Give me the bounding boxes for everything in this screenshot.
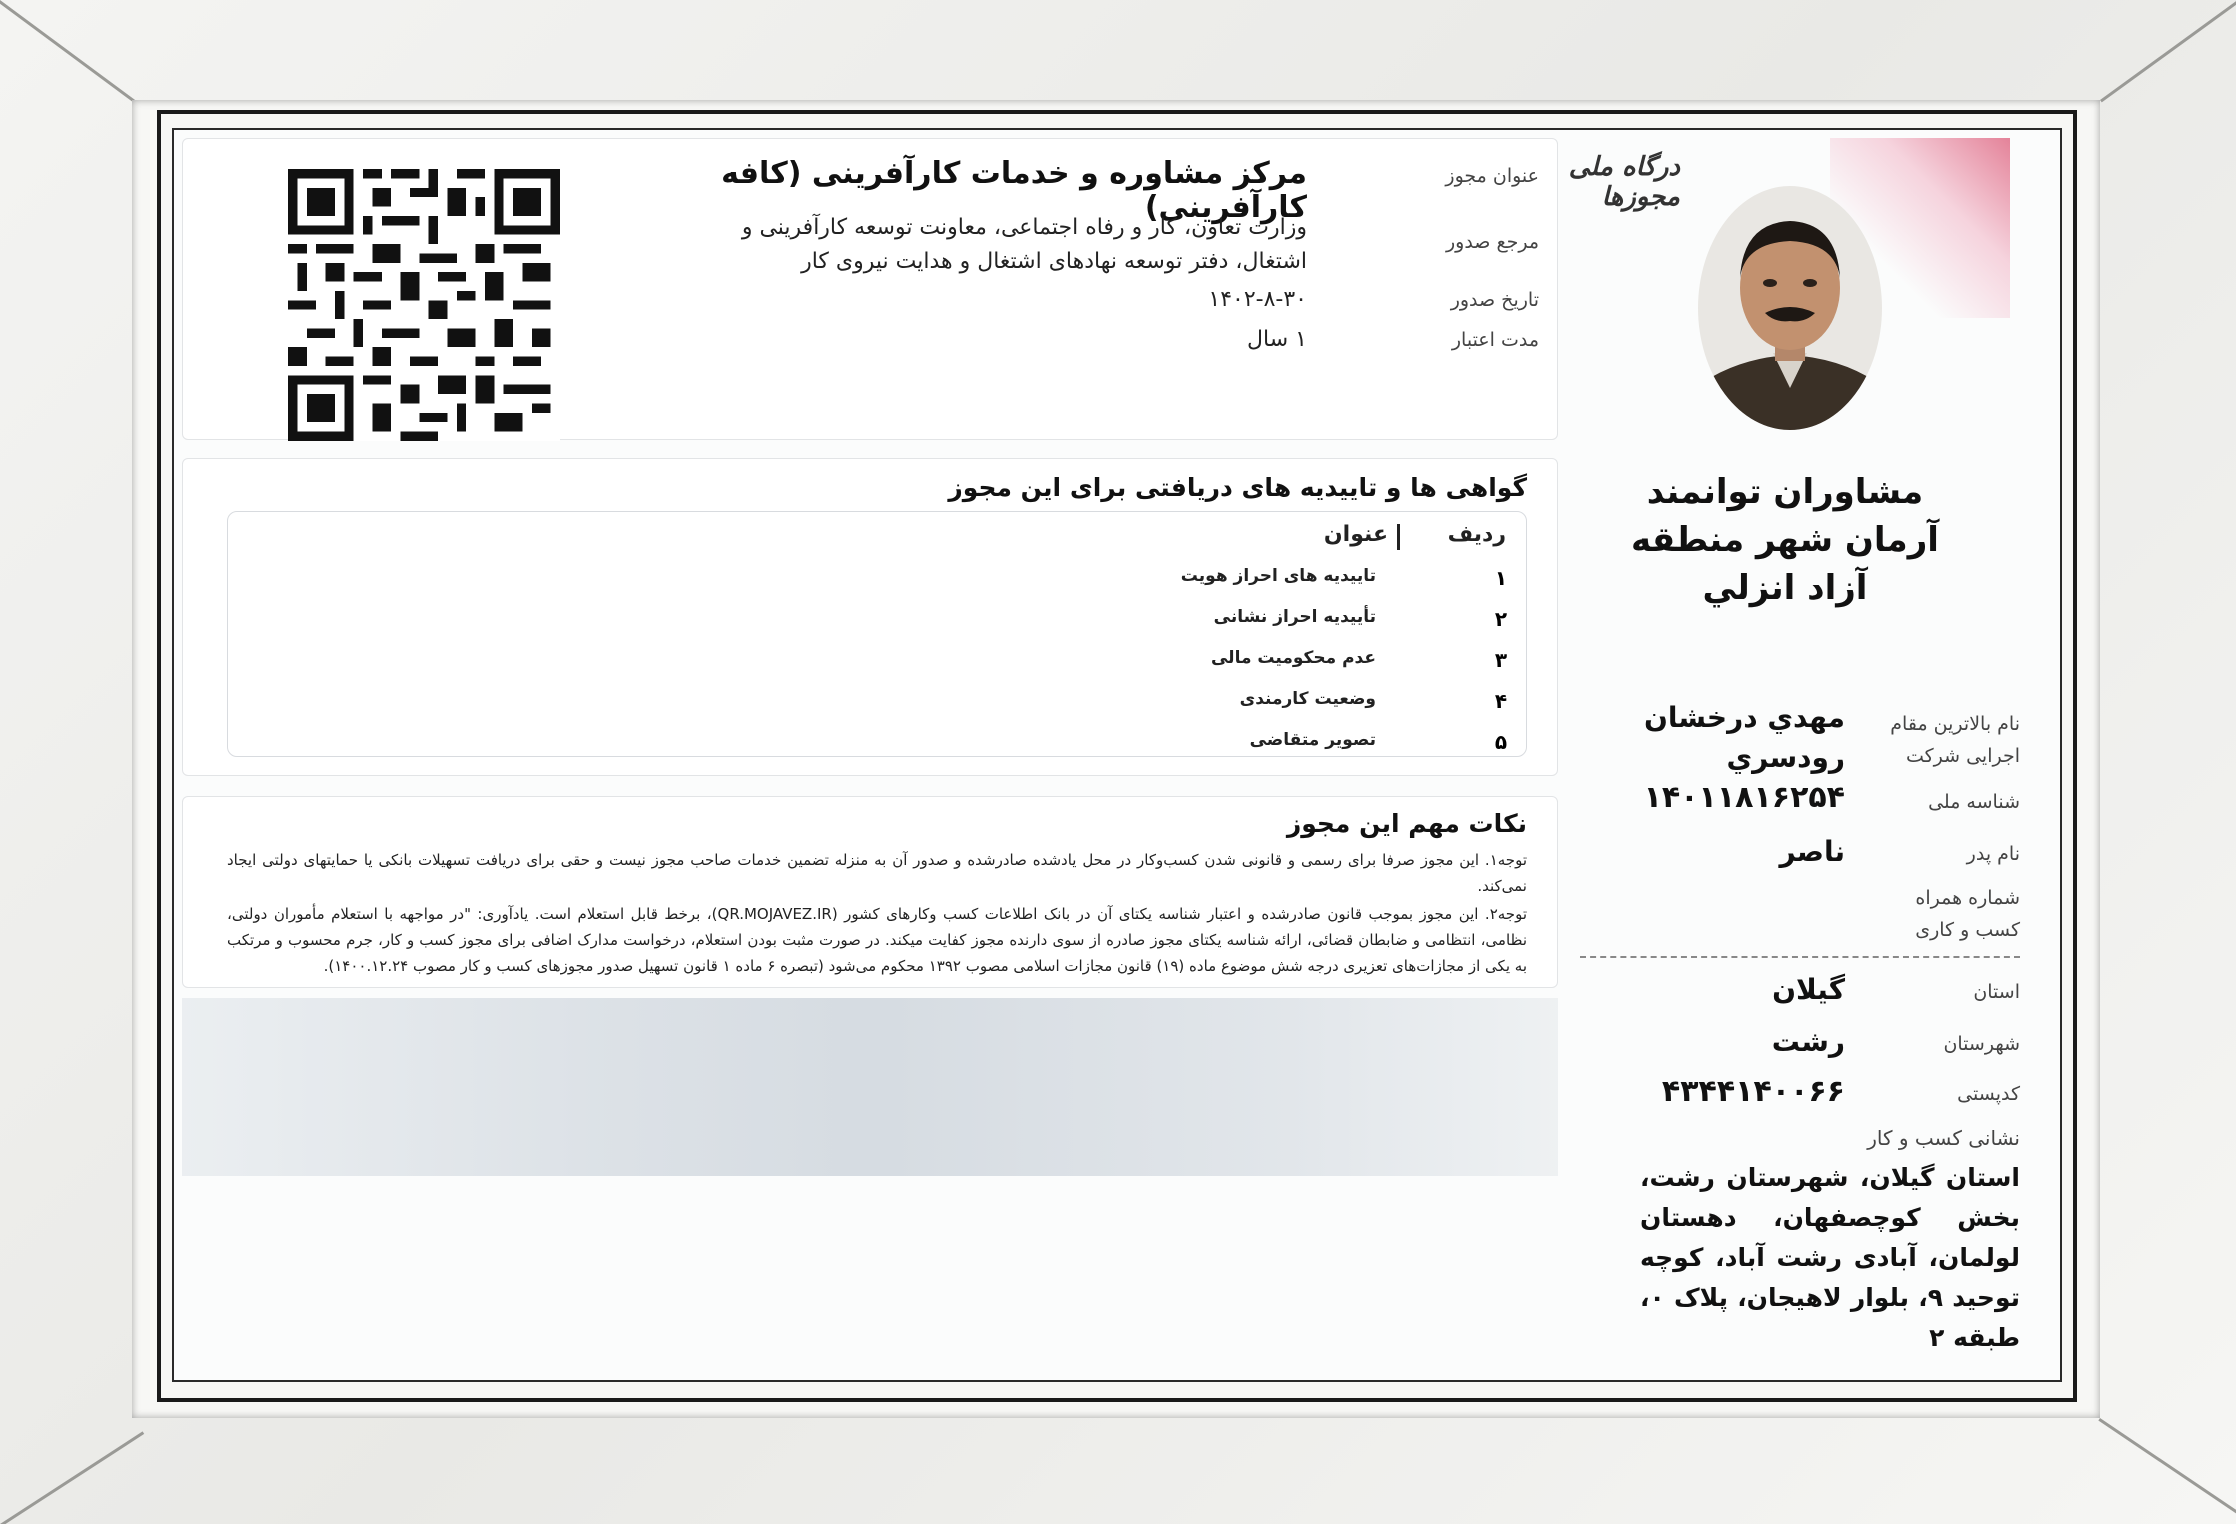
frame-corner-line — [2098, 1418, 2236, 1518]
row-title: وضعیت کارمندی — [1239, 689, 1376, 709]
applicant-photo — [1695, 183, 1885, 433]
qr-code[interactable] — [288, 169, 560, 441]
issuer-label: مرجع صدور — [1445, 231, 1539, 253]
row-number: ۳ — [1494, 648, 1508, 672]
county-label: شهرستان — [1943, 1033, 2020, 1055]
section-divider — [1580, 956, 2020, 958]
national-id-value: ۱۴۰۱۱۸۱۶۲۵۴ — [1643, 780, 1845, 815]
holder-panel — [1560, 138, 2020, 1358]
background-map-watermark — [182, 998, 1558, 1176]
province-value: گیلان — [1772, 973, 1845, 1006]
manager-label: نام بالاترین مقام اجرایی شرکت — [1890, 713, 2020, 767]
row-title: تأییدیه احراز نشانی — [1213, 607, 1376, 627]
issue-date-label: تاریخ صدور — [1450, 289, 1539, 311]
postal-code-value: ۴۳۴۴۱۴۰۰۶۶ — [1661, 1074, 1845, 1109]
column-separator — [1397, 524, 1400, 550]
row-number: ۴ — [1494, 689, 1508, 713]
frame-corner-line — [0, 0, 153, 115]
row-title: عدم محکومیت مالی — [1210, 648, 1376, 668]
frame-corner-line — [0, 1431, 144, 1524]
county-value: رشت — [1771, 1025, 1845, 1058]
license-title-label: عنوان مجوز — [1445, 165, 1539, 187]
notes-title: نکات مهم این مجوز — [1286, 809, 1527, 838]
row-number: ۵ — [1494, 730, 1508, 754]
row-number: ۱ — [1494, 566, 1508, 590]
row-title: تصویر متقاضی — [1249, 730, 1376, 750]
row-title: تاییدیه های احراز هویت — [1180, 566, 1376, 586]
table-row — [226, 648, 1526, 688]
manager-value: مهدي درخشان رودسري — [1644, 701, 1845, 774]
validity-value: ۱ سال — [1247, 327, 1307, 352]
row-number: ۲ — [1494, 607, 1508, 631]
notes-card — [182, 796, 1558, 988]
column-header-title: عنوان — [1323, 522, 1388, 547]
certificates-title: گواهی ها و تاییدیه های دریافتی برای این مجوز — [948, 473, 1527, 502]
note-2: توجه۲. این مجوز بموجب قانون صادرشده و اعتبار شناسه یکتای آن در بانک اطلاعات کسب وکارهای کشور (QR.MOJAVEZ.IR)، برخط قابل استعلام است. یادآوری: "در مواجهه با استعلام مأموران دولتی، نظامی، انتظامی و ضابطان قضائی، ارائه شناسه یکتای مجوز صادره از سوی دارنده مجوز کفایت میکند. در صورت مثبت بودن استعلام، درخواست مدارک اضافی برای مجوز کسب و کار، جرم محسوب و مرتکب به یکی از مجازات‌های تعزیری درجه شش موضوع ماده (۱۹) قانون مجازات اسلامی مصوب ۱۳۹۲ محکوم می‌شود (تبصره ۶ ماده ۱ قانون تسهیل صدور مجوزهای کسب و کار مصوب ۱۴۰۰.۱۲.۲۴). — [227, 905, 1528, 975]
certificates-card — [182, 458, 1558, 776]
column-header-row: ردیف — [1447, 522, 1506, 547]
address-label: نشانی کسب و کار — [1867, 1126, 2020, 1150]
certificates-table — [227, 511, 1527, 757]
table-row — [226, 730, 1526, 770]
validity-label: مدت اعتبار — [1451, 329, 1539, 351]
table-row — [226, 689, 1526, 729]
issue-date-value: ۱۴۰۲-۸-۳۰ — [1208, 287, 1307, 312]
company-name: مشاوران توانمند آرمان شهر منطقه آزاد انزلي — [1631, 472, 1939, 608]
father-name-label: نام پدر — [1966, 843, 2020, 865]
issuer-value: وزارت تعاون، کار و رفاه اجتماعی، معاونت توسعه کارآفرینی و اشتغال، دفتر توسعه نهادهای اشتغال و هدایت نیروی کار — [741, 215, 1307, 274]
table-row — [226, 607, 1526, 647]
postal-code-label: کدپستی — [1957, 1083, 2020, 1105]
mobile-label: شماره همراه کسب و کاری — [1915, 887, 2020, 941]
table-row — [226, 566, 1526, 606]
license-title: مرکز مشاوره و خدمات کارآفرینی (کافه کارآفرینی) — [721, 156, 1307, 225]
national-id-label: شناسه ملی — [1928, 791, 2020, 813]
address-value: استان گیلان، شهرستان رشت، بخش کوچصفهان، دهستان لولمان، آبادی رشت آباد، کوچه توحید ۹، بلوار لاهیجان، پلاک ۰، طبقه ۲ — [1640, 1163, 2021, 1352]
portal-logo: درگاه ملی مجوزها — [1568, 152, 1680, 212]
note-1: توجه۱. این مجوز صرفا برای رسمی و قانونی شدن کسب‌وکار در محل یادشده صادرشده و صدور آن به منزله تضمین خدمات صاحب مجوز نیست و حقی برای دریافت تسهیلات بانکی یا حمایتهای دولتی ایجاد نمی‌کند. — [227, 851, 1527, 895]
frame-corner-line — [2100, 0, 2236, 102]
father-name-value: ناصر — [1779, 835, 1845, 868]
province-label: استان — [1973, 981, 2020, 1003]
license-header-card — [182, 138, 1558, 440]
